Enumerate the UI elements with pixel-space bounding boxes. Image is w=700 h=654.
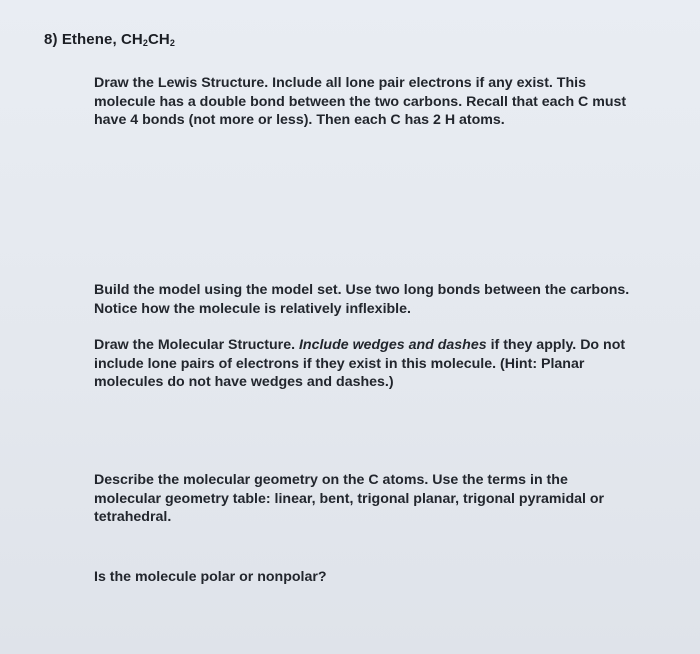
build-model-instructions <box>94 281 639 318</box>
lewis-line-1: Draw the Lewis Structure. Include all lone pair electrons if any exist. This <box>94 75 586 91</box>
question-title: Ethene, $CH_2CH_2$ <box>61 31 175 48</box>
geometry-line-1: Describe the molecular geometry on the C atoms. Use the terms in the <box>94 472 568 488</box>
molecular-structure-instructions <box>94 336 639 392</box>
model-line-1: Build the model using the model set. Use two long bonds between the carbons. <box>94 282 630 298</box>
lewis-line-2: molecule has a double bond between the two carbons. Recall that each C must <box>94 93 627 110</box>
draw-line-2: include lone pairs of electrons if they exist in this molecule. (Hint: Planar <box>94 355 585 372</box>
geometry-line-2: molecular geometry table: linear, bent, trigonal planar, trigonal pyramidal or <box>94 490 605 507</box>
lewis-structure-instructions <box>94 74 644 130</box>
lewis-line-3: have 4 bonds (not more or less). Then each C has 2 H atoms. <box>94 112 505 128</box>
question-number: 8) <box>44 31 58 48</box>
model-line-2: Notice how the molecule is relatively inflexible. <box>94 300 411 317</box>
wedges-dashes-emphasis: Include wedges and dashes <box>298 337 487 353</box>
geometry-instructions <box>94 471 614 527</box>
polarity-question <box>94 568 654 587</box>
draw-line-1: Draw the Molecular Structure. Include wedges and dashes if they apply. Do not <box>94 337 626 353</box>
draw-line-3: molecules do not have wedges and dashes.) <box>94 374 394 390</box>
geometry-line-3: tetrahedral. <box>94 509 172 525</box>
question-heading <box>44 31 175 48</box>
polarity-line: Is the molecule polar or nonpolar? <box>94 569 327 585</box>
